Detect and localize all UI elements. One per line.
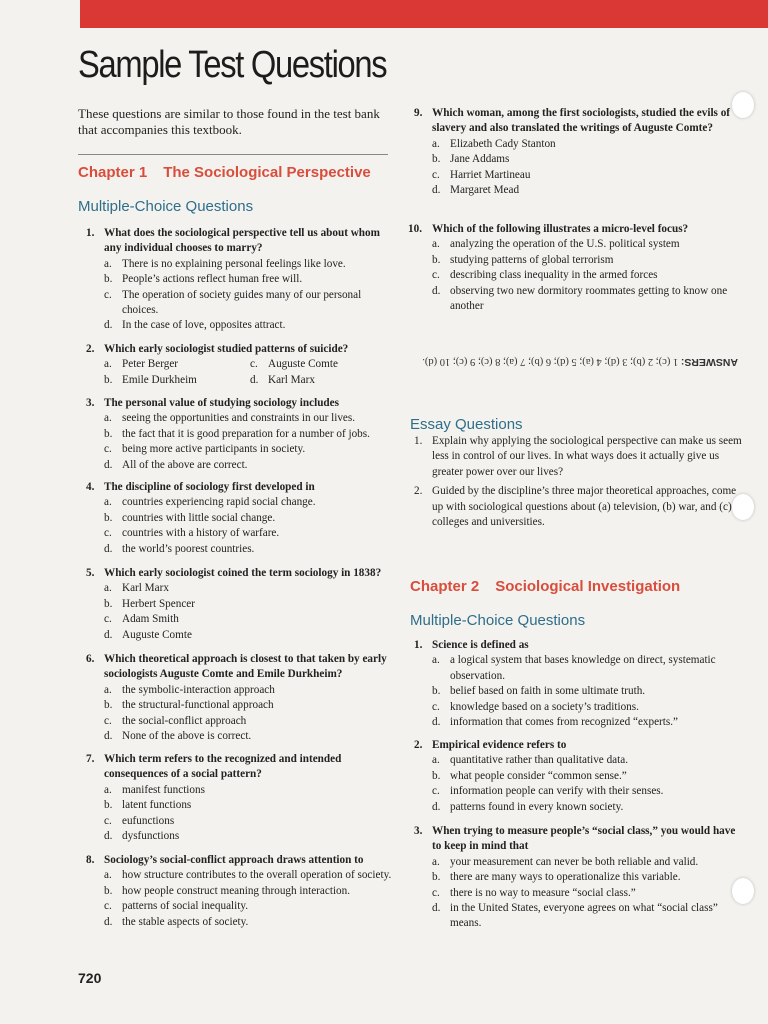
- answer-option: [104, 318, 396, 333]
- answer-option: [104, 373, 250, 388]
- answer-option: [432, 753, 740, 768]
- essay-text: Explain why applying the sociological perspective can make us seem less in control of our lives. In what ways does it actually give us greater power over our lives?: [432, 435, 742, 478]
- answer-option: [104, 915, 396, 930]
- question-number: 10.: [408, 223, 422, 235]
- answer-option: [104, 698, 396, 713]
- question-text: Which term refers to the recognized and intended consequences of a social pattern?: [104, 753, 342, 781]
- option-text: countries with little social change.: [122, 511, 276, 524]
- option-letter: b.: [432, 871, 441, 884]
- option-text: The operation of society guides many of our personal choices.: [122, 288, 362, 317]
- answer-option: [432, 168, 734, 183]
- answer-option: [250, 357, 396, 372]
- answer-option: [432, 684, 740, 699]
- option-letter: b.: [432, 769, 441, 782]
- chapter-name: Sociological Investigation: [495, 578, 681, 595]
- answer-option: [104, 442, 396, 457]
- option-text: All of the above are correct.: [122, 458, 248, 471]
- answer-option: [104, 783, 396, 798]
- option-letter: c.: [104, 443, 112, 456]
- answer-option: [104, 899, 396, 914]
- option-text: manifest functions: [122, 783, 205, 796]
- question: [86, 652, 396, 744]
- answer-option: [432, 653, 740, 684]
- option-text: the symbolic-interaction approach: [122, 683, 275, 696]
- option-text: the structural-functional approach: [122, 699, 274, 712]
- option-text: quantitative rather than qualitative data.: [450, 754, 628, 767]
- question-stem: [86, 752, 396, 783]
- option-letter: b.: [104, 273, 113, 286]
- answer-option: [432, 800, 740, 815]
- option-letter: d.: [250, 373, 259, 386]
- option-letter: c.: [104, 714, 112, 727]
- answers-text: 1 (c); 2 (b); 3 (d); 4 (a); 5 (d); 6 (b); 7 (a); 8 (c); 9 (c); 10 (d).: [422, 356, 679, 367]
- divider: [78, 154, 388, 155]
- essay-list: [414, 434, 750, 534]
- answer-option: [104, 714, 396, 729]
- answer-option: [104, 798, 396, 813]
- option-text: Herbert Spencer: [122, 597, 195, 610]
- mc-heading: Multiple-Choice Questions: [78, 198, 254, 215]
- option-text: studying patterns of global terrorism: [450, 253, 614, 266]
- option-text: your measurement can never be both reliable and valid.: [450, 855, 699, 868]
- chapter-label: Chapter 2: [410, 578, 480, 595]
- question: [414, 106, 734, 198]
- option-letter: b.: [104, 597, 113, 610]
- option-letter: d.: [104, 458, 113, 471]
- answer-option: [250, 373, 396, 388]
- question-stem: [414, 106, 734, 137]
- option-letter: a.: [432, 855, 440, 868]
- option-letter: d.: [104, 730, 113, 743]
- option-text: how people construct meaning through interaction.: [122, 884, 351, 897]
- essay-item: [414, 484, 750, 530]
- answer-option: [432, 870, 740, 885]
- question: [86, 752, 396, 844]
- option-text: Auguste Comte: [122, 628, 192, 641]
- answer-option: [432, 715, 740, 730]
- option-text: Emile Durkheim: [122, 373, 197, 386]
- question-number: 5.: [86, 567, 95, 579]
- question: [86, 480, 396, 557]
- answers-label: ANSWERS:: [680, 356, 738, 368]
- option-text: Auguste Comte: [268, 358, 338, 371]
- answer-option: [432, 137, 734, 152]
- question-number: 1.: [86, 227, 95, 239]
- essay-number: 1.: [414, 435, 423, 447]
- question-text: The discipline of sociology first developed in: [104, 481, 315, 493]
- question: [86, 396, 396, 473]
- option-letter: b.: [104, 373, 113, 386]
- option-text: patterns found in every known society.: [450, 800, 624, 813]
- option-text: seeing the opportunities and constraints in our lives.: [122, 412, 356, 425]
- option-text: there are many ways to operationalize this variable.: [450, 871, 681, 884]
- question-number: 1.: [414, 639, 423, 651]
- question-number: 2.: [86, 343, 95, 355]
- question-stem: [86, 342, 396, 357]
- question-text: Which of the following illustrates a micro-level focus?: [432, 223, 689, 235]
- option-letter: a.: [104, 582, 112, 595]
- question-text: What does the sociological perspective tell us about whom any individual chooses to marry?: [104, 227, 380, 255]
- option-letter: a.: [432, 238, 440, 251]
- answer-option: [104, 272, 396, 287]
- option-text: the fact that it is good preparation for a number of jobs.: [122, 427, 370, 440]
- question: [414, 824, 740, 932]
- option-letter: c.: [250, 358, 258, 371]
- option-text: information that comes from recognized “experts.”: [450, 716, 679, 729]
- option-text: There is no explaining personal feelings like love.: [122, 257, 346, 270]
- answer-option: [104, 411, 396, 426]
- question-number: 6.: [86, 653, 95, 665]
- question-stem: [414, 638, 740, 653]
- option-letter: d.: [432, 902, 441, 915]
- question-stem: [86, 853, 396, 868]
- option-text: Adam Smith: [122, 613, 179, 626]
- intro-text: These questions are similar to those found in the test bank that accompanies this textbook.: [78, 106, 380, 137]
- answer-option: [104, 612, 396, 627]
- answer-option: [432, 700, 740, 715]
- answer-option: [104, 542, 396, 557]
- option-text: belief based on faith in some ultimate truth.: [450, 685, 646, 698]
- question-stem: [86, 652, 396, 683]
- option-letter: b.: [104, 699, 113, 712]
- option-text: Margaret Mead: [450, 184, 520, 197]
- answer-option: [104, 257, 396, 272]
- page-title: Sample Test Questions: [78, 44, 387, 86]
- option-text: countries experiencing rapid social change.: [122, 496, 316, 509]
- question-text: Which theoretical approach is closest to that taken by early sociologists Auguste Comte and Emile Durkheim?: [104, 653, 387, 681]
- answer-option: [104, 427, 396, 442]
- option-text: Elizabeth Cady Stanton: [450, 137, 556, 150]
- question-number: 7.: [86, 753, 95, 765]
- essay-item: [414, 434, 750, 480]
- option-text: countries with a history of warfare.: [122, 527, 280, 540]
- chapter-1-heading: [78, 164, 387, 181]
- option-text: patterns of social inequality.: [122, 900, 249, 913]
- option-text: Jane Addams: [450, 153, 510, 166]
- option-letter: c.: [104, 814, 112, 827]
- question-number: 9.: [414, 107, 423, 119]
- option-letter: b.: [104, 799, 113, 812]
- answer-option: [432, 769, 740, 784]
- option-letter: d.: [104, 628, 113, 641]
- option-text: what people consider “common sense.”: [450, 769, 627, 782]
- answer-option: [104, 884, 396, 899]
- option-letter: c.: [432, 785, 440, 798]
- option-text: Karl Marx: [122, 582, 169, 595]
- answer-option: [104, 597, 396, 612]
- page-number: 720: [78, 970, 102, 986]
- binder-hole: [732, 92, 754, 118]
- option-text: there is no way to measure “social class.”: [450, 886, 636, 899]
- option-letter: a.: [104, 412, 112, 425]
- question-text: Sociology’s social-conflict approach draws attention to: [104, 854, 364, 866]
- question-text: Which woman, among the first sociologists, studied the evils of slavery and also translated the writings of Auguste Comte?: [432, 107, 731, 135]
- option-letter: d.: [104, 319, 113, 332]
- option-text: eufunctions: [122, 814, 175, 827]
- answer-option: [104, 829, 396, 844]
- question-text: Which early sociologist coined the term sociology in 1838?: [104, 567, 382, 579]
- option-text: the social-conflict approach: [122, 714, 247, 727]
- option-letter: c.: [104, 527, 112, 540]
- answer-option: [432, 784, 740, 799]
- option-text: information people can verify with their senses.: [450, 785, 664, 798]
- option-text: Harriet Martineau: [450, 168, 531, 181]
- top-color-bar: [80, 0, 768, 28]
- answer-option: [432, 901, 740, 932]
- answer-option: [104, 581, 396, 596]
- option-letter: a.: [104, 257, 112, 270]
- option-letter: c.: [432, 700, 440, 713]
- mc-heading: Multiple-Choice Questions: [410, 612, 586, 629]
- answer-option: [432, 855, 740, 870]
- question-number: 2.: [414, 739, 423, 751]
- option-letter: a.: [432, 137, 440, 150]
- option-text: describing class inequality in the armed forces: [450, 269, 658, 282]
- question-stem: [86, 566, 396, 581]
- option-text: None of the above is correct.: [122, 730, 252, 743]
- option-text: observing two new dormitory roommates getting to know one another: [450, 284, 728, 313]
- option-letter: d.: [104, 915, 113, 928]
- answer-option: [432, 183, 734, 198]
- question: [408, 222, 734, 314]
- question-number: 8.: [86, 854, 95, 866]
- option-letter: d.: [432, 284, 441, 297]
- option-letter: a.: [104, 683, 112, 696]
- answer-option: [104, 511, 396, 526]
- option-letter: a.: [432, 754, 440, 767]
- answer-option: [104, 683, 396, 698]
- option-text: In the case of love, opposites attract.: [122, 319, 286, 332]
- answer-option: [104, 495, 396, 510]
- option-letter: c.: [432, 886, 440, 899]
- option-letter: b.: [104, 427, 113, 440]
- option-letter: a.: [432, 654, 440, 667]
- answer-option: [104, 628, 396, 643]
- answer-option: [432, 253, 734, 268]
- question-stem: [86, 480, 396, 495]
- option-text: the world’s poorest countries.: [122, 542, 255, 555]
- option-text: being more active participants in society.: [122, 443, 306, 456]
- question-stem: [408, 222, 734, 237]
- answer-option: [104, 458, 396, 473]
- option-letter: d.: [432, 716, 441, 729]
- option-text: latent functions: [122, 799, 192, 812]
- option-letter: a.: [104, 496, 112, 509]
- answer-key: [398, 356, 738, 368]
- essay-number: 2.: [414, 485, 423, 498]
- answer-option: [104, 868, 396, 883]
- question-text: Science is defined as: [432, 639, 529, 651]
- question-number: 3.: [86, 397, 95, 409]
- question: [86, 566, 396, 643]
- answer-option: [432, 886, 740, 901]
- question: [86, 342, 396, 388]
- answer-option: [432, 237, 734, 252]
- question: [414, 638, 740, 730]
- essay-heading: Essay Questions: [410, 416, 523, 433]
- option-letter: b.: [432, 685, 441, 698]
- option-letter: b.: [104, 511, 113, 524]
- option-text: dysfunctions: [122, 830, 180, 843]
- question-stem: [414, 824, 740, 855]
- answer-option: [432, 284, 734, 315]
- essay-text: Guided by the discipline’s three major theoretical approaches, come up with sociological questions about (a) television, (b) war, and (c) colleges and universities.: [432, 485, 737, 529]
- chapter-name: The Sociological Perspective: [163, 164, 371, 181]
- question-stem: [86, 226, 396, 257]
- option-text: Karl Marx: [268, 373, 315, 386]
- option-letter: a.: [104, 869, 112, 882]
- option-text: in the United States, everyone agrees on what “social class” means.: [450, 902, 718, 930]
- option-letter: d.: [432, 800, 441, 813]
- answer-option: [104, 729, 396, 744]
- question-number: 3.: [414, 825, 423, 837]
- option-letter: a.: [104, 358, 112, 371]
- option-text: how structure contributes to the overall operation of society.: [122, 869, 392, 882]
- option-letter: c.: [432, 168, 440, 181]
- option-letter: c.: [432, 269, 440, 282]
- option-text: a logical system that bases knowledge on direct, systematic observation.: [450, 654, 716, 682]
- answer-option: [432, 268, 734, 283]
- option-letter: c.: [104, 900, 112, 913]
- option-letter: d.: [104, 542, 113, 555]
- option-text: the stable aspects of society.: [122, 915, 249, 928]
- option-text: analyzing the operation of the U.S. political system: [450, 238, 680, 251]
- answer-option: [104, 357, 250, 372]
- option-letter: a.: [104, 783, 112, 796]
- option-letter: b.: [432, 153, 441, 166]
- chapter-label: Chapter 1: [78, 164, 148, 181]
- answer-option: [104, 814, 396, 829]
- question: [414, 738, 740, 815]
- option-letter: c.: [104, 288, 112, 301]
- question-stem: [414, 738, 740, 753]
- question-number: 4.: [86, 481, 95, 493]
- question-text: Which early sociologist studied patterns of suicide?: [104, 343, 349, 355]
- option-text: People’s actions reflect human free will.: [122, 273, 303, 286]
- answer-option: [104, 526, 396, 541]
- question-text: Empirical evidence refers to: [432, 739, 567, 751]
- option-letter: b.: [432, 253, 441, 266]
- question: [86, 226, 396, 334]
- option-letter: c.: [104, 613, 112, 626]
- question: [86, 853, 396, 930]
- chapter-2-heading: [410, 578, 696, 595]
- question-text: When trying to measure people’s “social class,” you would have to keep in mind that: [432, 825, 736, 853]
- question-stem: [86, 396, 396, 411]
- answer-option: [104, 288, 396, 319]
- option-text: Peter Berger: [122, 358, 179, 371]
- option-letter: d.: [104, 830, 113, 843]
- option-text: knowledge based on a society’s traditions.: [450, 700, 639, 713]
- option-letter: b.: [104, 884, 113, 897]
- option-letter: d.: [432, 184, 441, 197]
- answer-option: [432, 152, 734, 167]
- question-text: The personal value of studying sociology includes: [104, 397, 339, 409]
